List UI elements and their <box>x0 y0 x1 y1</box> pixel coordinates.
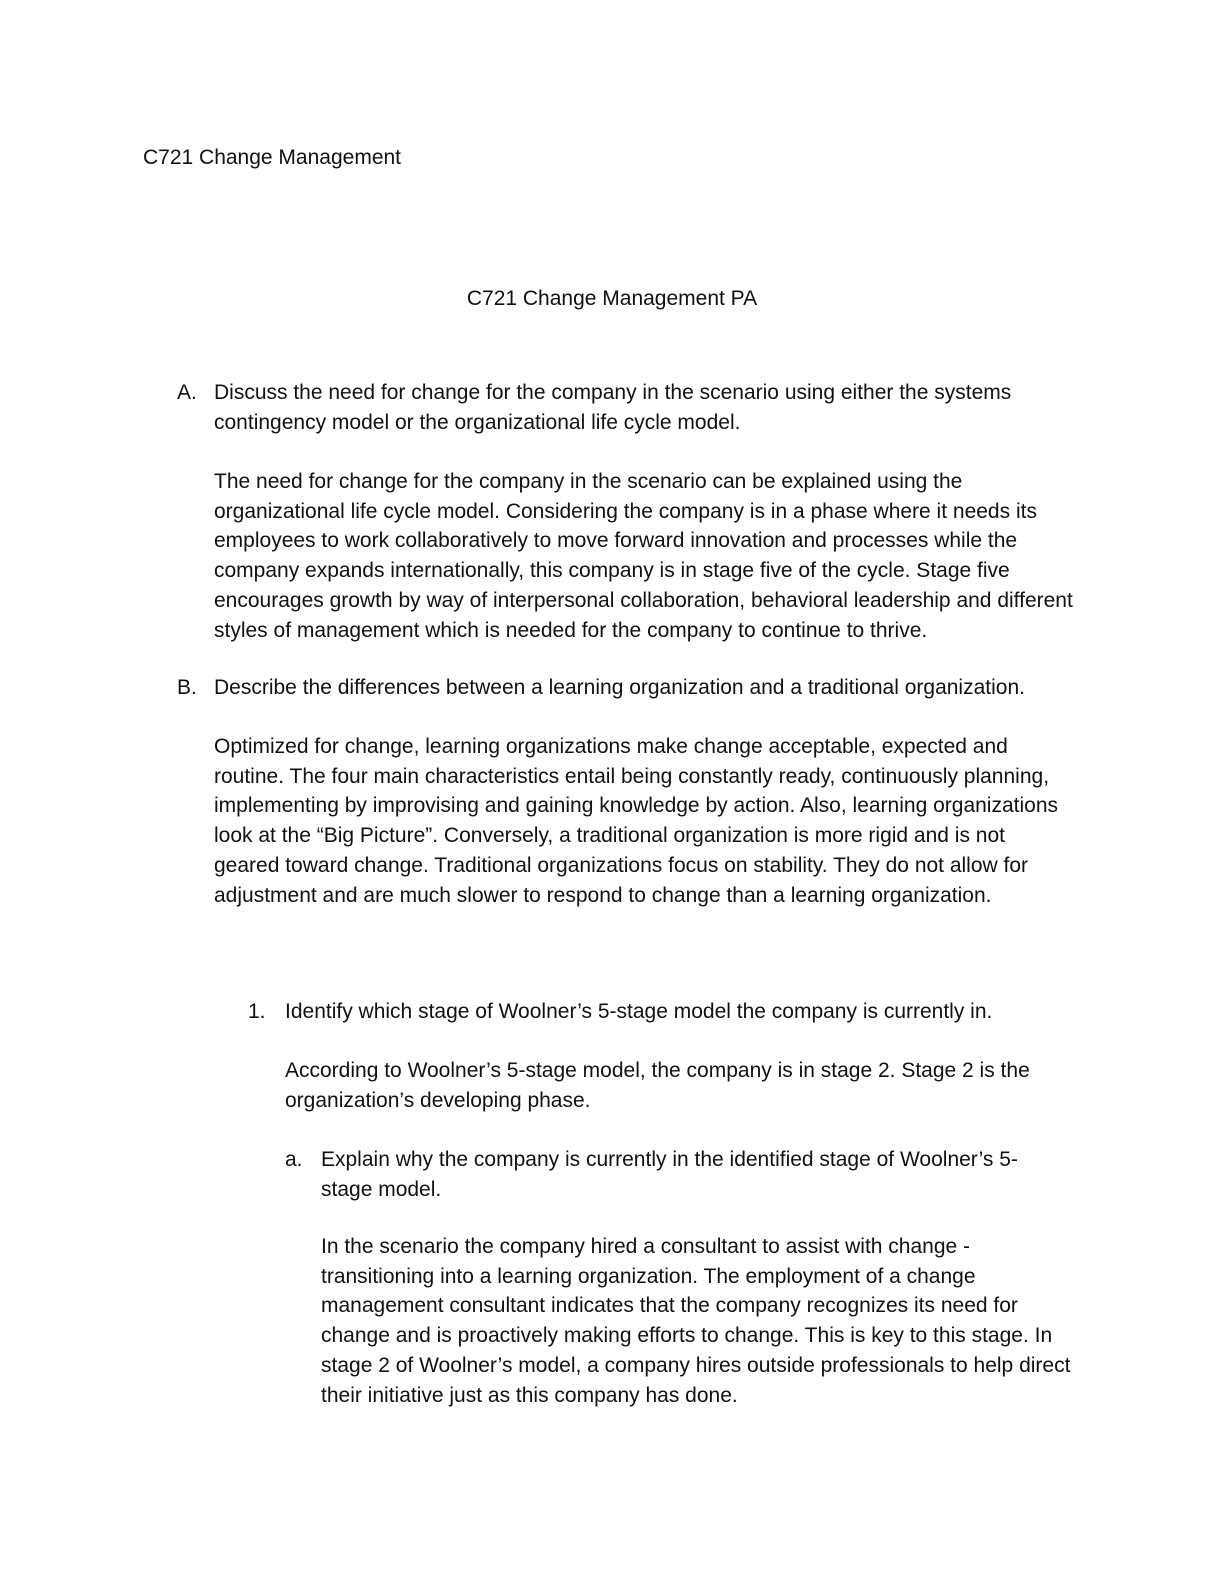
section-a-answer: The need for change for the company in the scenario can be explained using the organizational life cycle model. Considering the company is in a phase where it needs its employees to work collaboratively to move forward innovation and processes while the company expands internationally, this company is in stage five of the cycle. Stage five encourages growth by way of interpersonal collaboration, behavioral leadership and different styles of management which is needed for the company to continue to thrive. <box>214 470 1073 642</box>
section-b-question-text: Describe the differences between a learning organization and a traditional organization. <box>214 676 1025 699</box>
section-a-question-text: Discuss the need for change for the company in the scenario using either the systems contingency model or the organizational life cycle model. <box>214 381 1012 434</box>
section-1a-question-text: Explain why the company is currently in the identified stage of Woolner’s 5-stage model. <box>321 1148 1018 1201</box>
section-b-marker: B. <box>177 676 197 699</box>
section-1a-marker: a. <box>285 1148 303 1171</box>
document-header: C721 Change Management <box>143 146 402 169</box>
section-a-marker: A. <box>177 381 197 404</box>
section-1a-answer: In the scenario the company hired a consultant to assist with change - transitioning into a learning organization. The employment of a change management consultant indicates that the company recognizes its need for change and is proactively making efforts to change. This is key to this stage. In stage 2 of Woolner’s model, a company hires outside professionals to help direct their initiative just as this company has done. <box>321 1235 1071 1407</box>
section-1-question <box>248 997 1065 1027</box>
section-b-answer: Optimized for change, learning organizations make change acceptable, expected and routine. The four main characteristics entail being constantly ready, continuously planning, implementing by improvising and gaining knowledge by action. Also, learning organizations look at the “Big Picture”. Conversely, a traditional organization is more rigid and is not geared toward change. Traditional organizations focus on stability. They do not allow for adjustment and are much slower to respond to change than a learning organization. <box>214 735 1058 907</box>
section-1-question-text: Identify which stage of Woolner’s 5-stage model the company is currently in. <box>285 1000 993 1023</box>
section-a-question <box>177 378 1074 437</box>
section-1-marker: 1. <box>248 1000 266 1023</box>
document-title: C721 Change Management PA <box>466 287 758 310</box>
section-b-question <box>177 673 1074 703</box>
section-1a-question <box>285 1145 1061 1204</box>
section-1-answer: According to Woolner’s 5-stage model, the company is in stage 2. Stage 2 is the organization’s developing phase. <box>285 1059 1030 1112</box>
